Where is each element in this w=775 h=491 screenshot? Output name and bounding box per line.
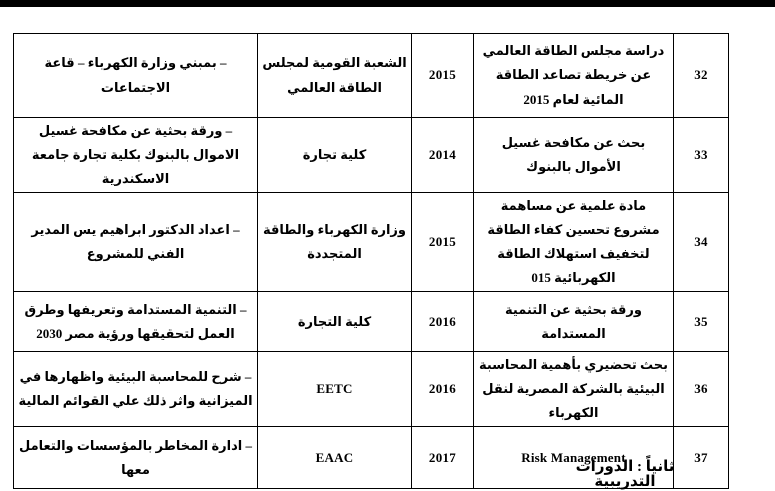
table-row	[14, 193, 729, 292]
notes-cell: – ادارة المخاطر بالمؤسسات والتعامل معها	[14, 427, 258, 489]
row-number-cell: 32	[674, 34, 729, 118]
year-cell: 2017	[412, 427, 474, 489]
table-row	[14, 352, 729, 427]
notes-cell: – شرح للمحاسبة البيئية واظهارها في الميزانية واثر ذلك علي القوائم المالية	[14, 352, 258, 427]
table-row	[14, 34, 729, 118]
description-cell: دراسة مجلس الطاقة العالمي عن خريطة تصاعد الطاقة المائية لعام 2015	[474, 34, 674, 118]
description-cell: بحث تحضيري بأهمية المحاسبة البيئية بالشركة المصرية لنقل الكهرباء	[474, 352, 674, 427]
description-cell: مادة علمية عن مساهمة مشروع تحسين كفاء الطاقة لتخفيف استهلاك الطاقة الكهربائية 015	[474, 193, 674, 292]
table-row	[14, 292, 729, 352]
row-number-cell: 37	[674, 427, 729, 489]
year-cell: 2014	[412, 118, 474, 193]
year-cell: 2016	[412, 352, 474, 427]
organization-cell: كلية تجارة	[258, 118, 412, 193]
description-cell: Risk Management	[474, 427, 674, 489]
organization-cell: كلية التجارة	[258, 292, 412, 352]
notes-cell: – اعداد الدكتور ابراهيم يس المدير الفني للمشروع	[14, 193, 258, 292]
organization-cell: EETC	[258, 352, 412, 427]
description-cell: ورقة بحثية عن التنمية المستدامة	[474, 292, 674, 352]
table-row	[14, 118, 729, 193]
publications-table	[13, 33, 729, 489]
row-number-cell: 34	[674, 193, 729, 292]
year-cell: 2015	[412, 34, 474, 118]
page-top-rule	[0, 0, 775, 7]
description-cell: بحث عن مكافحة غسيل الأموال بالبنوك	[474, 118, 674, 193]
year-cell: 2016	[412, 292, 474, 352]
year-cell: 2015	[412, 193, 474, 292]
row-number-cell: 36	[674, 352, 729, 427]
clipped-heading-text: ثانياً : الدورات التدريبية	[575, 459, 675, 490]
organization-cell: EAAC	[258, 427, 412, 489]
notes-cell: – بمبني وزارة الكهرباء – قاعة الاجتماعات	[14, 34, 258, 118]
row-number-cell: 35	[674, 292, 729, 352]
row-number-cell: 33	[674, 118, 729, 193]
organization-cell: وزارة الكهرباء والطاقة المتجددة	[258, 193, 412, 292]
organization-cell: الشعبة القومية لمجلس الطاقة العالمي	[258, 34, 412, 118]
clipped-heading-fragment	[545, 455, 705, 490]
notes-cell: – التنمية المستدامة وتعريفها وطرق العمل لتحقيقها ورؤية مصر 2030	[14, 292, 258, 352]
notes-cell: – ورقة بحثية عن مكافحة غسيل الاموال بالبنوك بكلية تجارة جامعة الاسكندرية	[14, 118, 258, 193]
